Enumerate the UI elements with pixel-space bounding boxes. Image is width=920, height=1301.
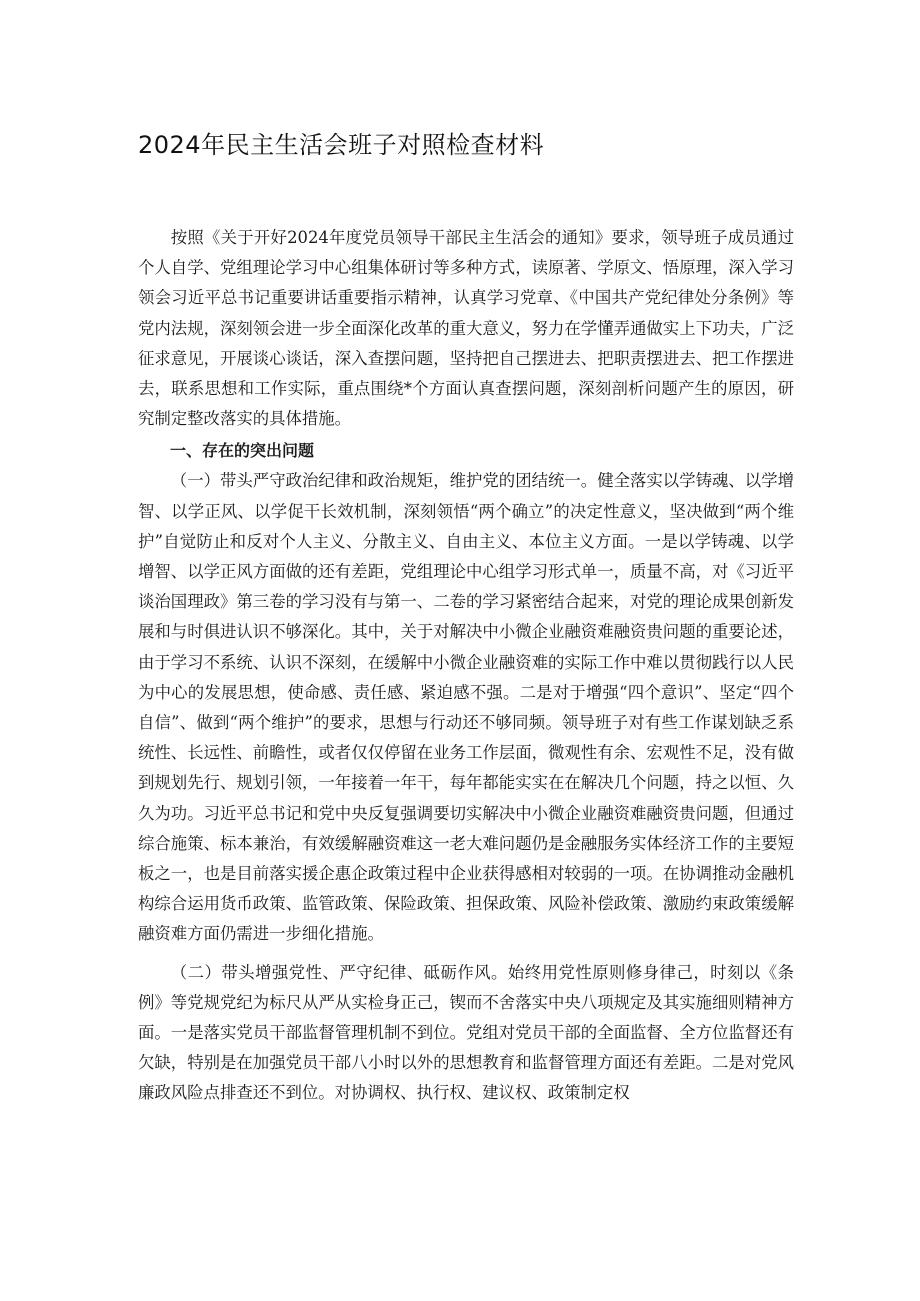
- problem-item-1: （一）带头严守政治纪律和政治规矩，维护党的团结统一。健全落实以学铸魂、以学增智、以学正风、以学促干长效机制，深刻领悟“两个确立”的决定性意义，坚决做到“两个维护”自觉防止和反对个人主义、分散主义、自由主义、本位主义方面。一是以学铸魂、以学增智、以学正风方面做的还有差距，党组理论中心组学习形式单一，质量不高，对《习近平谈治国理政》第三卷的学习没有与第一、二卷的学习紧密结合起来，对党的理论成果创新发展和与时俱进认识不够深化。其中，关于对解决中小微企业融资难融资贵问题的重要论述，由于学习不系统、认识不深刻，在缓解中小微企业融资难的实际工作中难以贯彻践行以人民为中心的发展思想，使命感、责任感、紧迫感不强。二是对于增强“四个意识”、坚定“四个自信”、做到“两个维护”的要求，思想与行动还不够同频。领导班子对有些工作谋划缺乏系统性、长远性、前瞻性，或者仅仅停留在业务工作层面，微观性有余、宏观性不足，没有做到规划先行、规划引领，一年接着一年干，每年都能实实在在解决几个问题，持之以恒、久久为功。习近平总书记和党中央反复强调要切实解决中小微企业融资难融资贵问题，但通过综合施策、标本兼治，有效缓解融资难这一老大难问题仍是金融服务实体经济工作的主要短板之一，也是目前落实援企惠企政策过程中企业获得感相对较弱的一项。在协调推动金融机构综合运用货币政策、监管政策、保险政策、担保政策、风险补偿政策、激励约束政策缓解融资难方面仍需进一步细化措施。: [138, 471, 794, 944]
- document-title: 2024年民主生活会班子对照检查材料: [138, 131, 545, 159]
- intro-paragraph: 按照《关于开好2024年度党员领导干部民主生活会的通知》要求，领导班子成员通过个人自学、党组理论学习中心组集体研讨等多种方式，读原著、学原文、悟原理，深入学习领会习近平总书记重要讲话重要指示精神，认真学习党章、《中国共产党纪律处分条例》等党内法规，深刻领会进一步全面深化改革的重大意义，努力在学懂弄通做实上下功夫，广泛征求意见，开展谈心谈话，深入查摆问题，坚持把自己摆进去、把职责摆进去、把工作摆进去，联系思想和工作实际，重点围绕*个方面认真查摆问题，深刻剖析问题产生的原因，研究制定整改落实的具体措施。: [138, 228, 794, 429]
- problem-item-2: （二）带头增强党性、严守纪律、砥砺作风。始终用党性原则修身律己，时刻以《条例》等党规党纪为标尺从严从实检身正己，锲而不舍落实中央八项规定及其实施细则精神方面。一是落实党员干部监督管理机制不到位。党组对党员干部的全面监督、全方位监督还有欠缺，特别是在加强党员干部八小时以外的思想教育和监督管理方面还有差距。二是对党风廉政风险点排查还不到位。对协调权、执行权、建议权、政策制定权: [138, 962, 794, 1103]
- document-body: [138, 223, 794, 1109]
- section-heading-problems: 一、存在的突出问题: [170, 441, 315, 461]
